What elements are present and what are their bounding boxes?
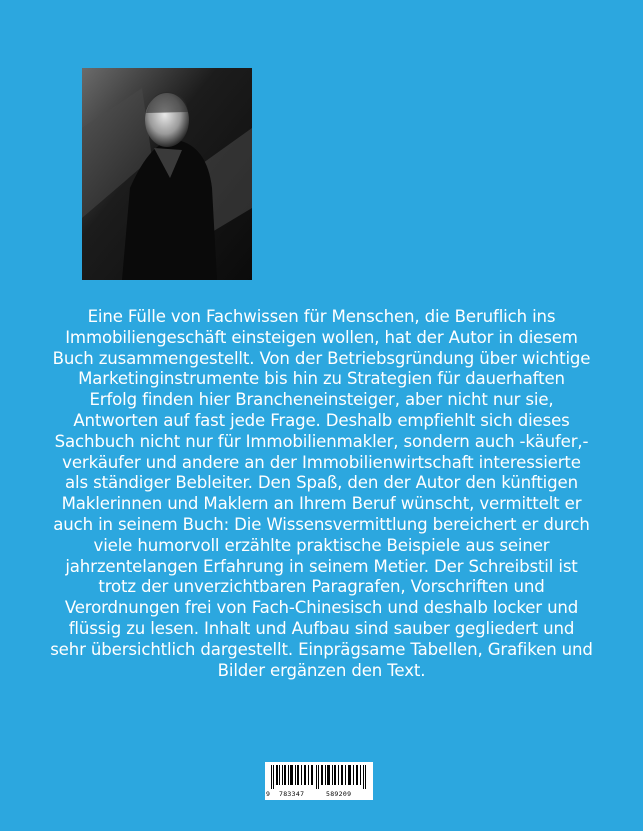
barcode-lead-digit: 9 <box>266 790 271 798</box>
isbn-barcode <box>265 762 373 800</box>
barcode-group-2: 589209 <box>326 790 352 798</box>
barcode-group-1: 783347 <box>279 790 305 798</box>
back-cover-blurb: Eine Fülle von Fachwissen für Menschen, die Beruflich ins Immobiliengeschäft einsteigen wollen, hat der Autor in diesem Buch zusammengestellt. Von der Betriebsgründung über wichtige Marketinginstrumente bis hin zu Strategien für dauerhaften Erfolg finden hier Brancheneinsteiger, aber nicht nur sie, Antworten auf fast jede Frage. Deshalb empfiehlt sich dieses Sachbuch nicht nur für Immobilienmakler, sondern auch -käufer,- verkäufer und andere an der Immobilienwirtschaft interessierte als ständiger Bebleiter. Den Spaß, den der Autor den künftigen Maklerinnen und Maklern an Ihrem Beruf wünscht, vermittelt er auch in seinem Buch: Die Wissensvermittlung bereichert er durch viele humorvoll erzählte praktische Beispiele aus seiner jahrzentelangen Erfahrung in seinem Metier. Der Schreibstil ist trotz der unverzichtbaren Paragrafen, Vorschriften und Verordnungen frei von Fach-Chinesisch und deshalb locker und flüssig zu lesen. Inhalt und Aufbau sind sauber gegliedert und sehr übersichtlich dargestellt. Einprägsame Tabellen, Grafiken und Bilder ergänzen den Text. <box>50 307 593 680</box>
portrait-image <box>82 68 252 280</box>
author-photo <box>82 68 252 280</box>
barcode-bars <box>271 765 367 789</box>
